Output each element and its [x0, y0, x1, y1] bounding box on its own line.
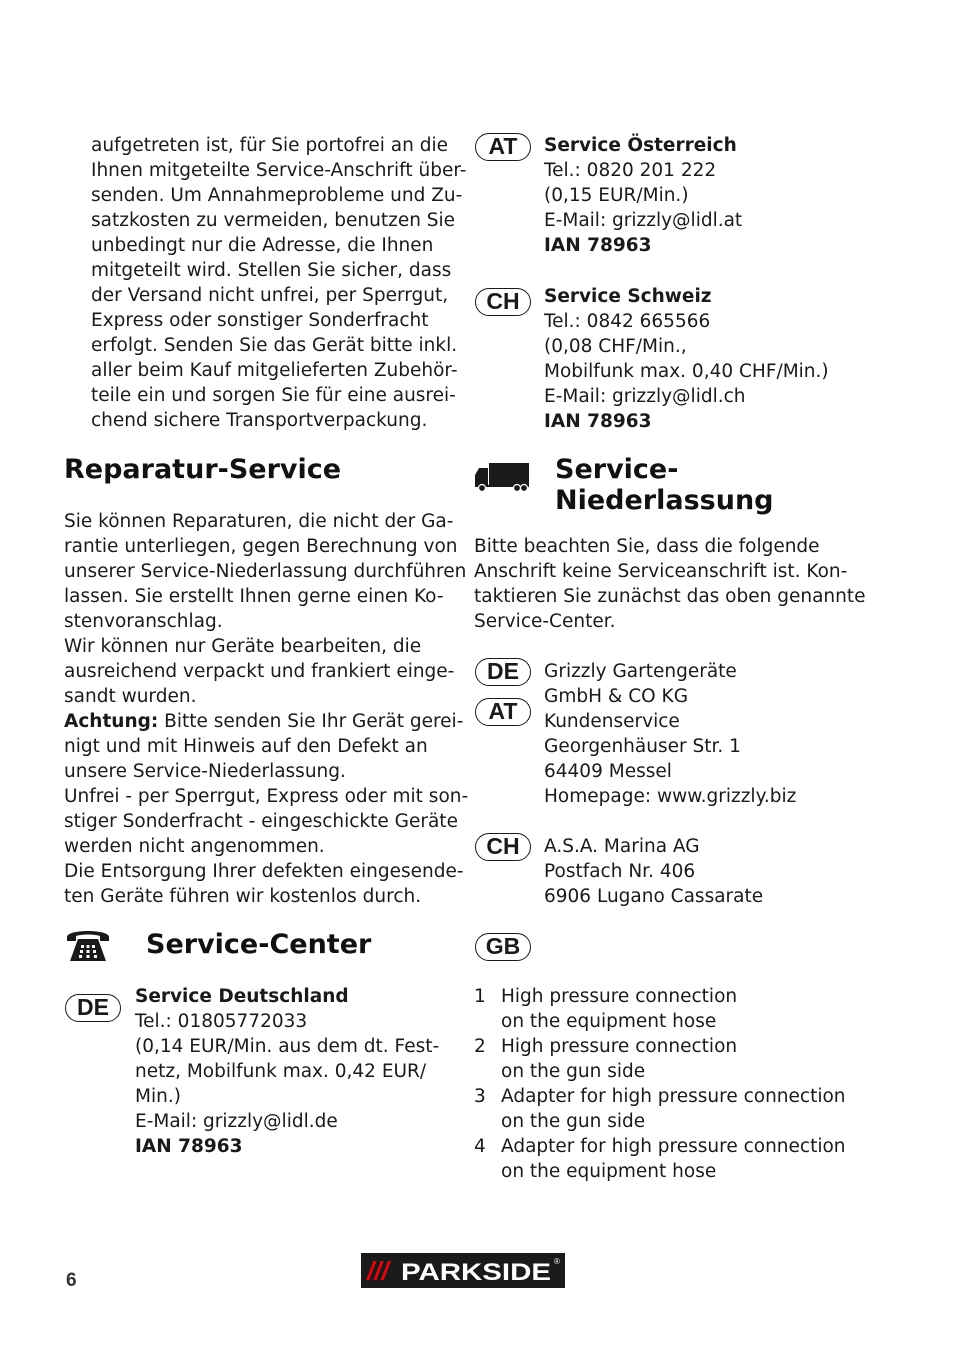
text-line: Postfach Nr. 406: [544, 861, 696, 882]
item-number: 4: [474, 1136, 486, 1157]
item-number: 2: [474, 1036, 486, 1057]
text-line: der Versand nicht unfrei, per Sperrgut,: [91, 285, 449, 306]
branch-intro: [474, 534, 866, 634]
country-badge-at: AT: [475, 133, 531, 161]
text-line: erfolgt. Senden Sie das Gerät bitte inkl.: [91, 335, 458, 356]
text-line: taktieren Sie zunächst das oben genannte: [474, 586, 866, 607]
service-center-heading: Service-Center: [146, 929, 372, 960]
text-line: Homepage: www.grizzly.biz: [544, 786, 797, 807]
logo-brand-text: PARKSIDE: [401, 1259, 551, 1286]
item-number: 1: [474, 986, 486, 1007]
attention-text: Bitte senden Sie Ihr Gerät gerei-: [158, 711, 464, 732]
service-austria-title: Service Österreich: [544, 135, 737, 156]
text-line: Tel.: 01805772033: [135, 1011, 308, 1032]
item-text: on the equipment hose: [501, 1011, 717, 1032]
parts-list: [0, 984, 954, 1184]
logo-slashes: ///: [367, 1256, 389, 1286]
text-line: Georgenhäuser Str. 1: [544, 736, 741, 757]
text-line: Mobilfunk max. 0,40 CHF/Min.): [544, 361, 829, 382]
text-line: rantie unterliegen, gegen Berechnung von: [64, 536, 458, 557]
item-text: Adapter for high pressure connection: [501, 1136, 846, 1157]
country-badge-gb: GB: [475, 933, 531, 961]
text-line: Bitte beachten Sie, dass die folgende: [474, 536, 820, 557]
text-line: unbedingt nur die Adresse, die Ihnen: [91, 235, 434, 256]
repair-service-heading: Reparatur-Service: [64, 454, 342, 485]
text-line: (0,08 CHF/Min.,: [544, 336, 687, 357]
text-line: werden nicht angenommen.: [64, 836, 325, 857]
service-branch-heading: [555, 454, 774, 516]
country-badge-ch: CH: [475, 288, 531, 316]
text-line: netz, Mobilfunk max. 0,42 EUR/: [135, 1061, 427, 1082]
text-line: Die Entsorgung Ihrer defekten eingesende-: [64, 861, 464, 882]
text-line: Min.): [135, 1086, 181, 1107]
text-line: ausreichend verpackt und frankiert einge-: [64, 661, 455, 682]
branch-address-ch: [544, 834, 763, 909]
text-line: Anschrift keine Serviceanschrift ist. Kon-: [474, 561, 848, 582]
repair-paragraph: [64, 509, 468, 909]
service-germany-title: Service Deutschland: [135, 986, 349, 1007]
text-line: lassen. Sie erstellt Ihnen gerne einen Ko-: [64, 586, 444, 607]
item-text: High pressure connection: [501, 1036, 738, 1057]
text-line: 6906 Lugano Cassarate: [544, 886, 764, 907]
heading-line: Niederlassung: [555, 485, 774, 516]
logo-registered-mark: ®: [554, 1257, 560, 1266]
parkside-logo: [361, 1253, 565, 1288]
page-number: 6: [66, 1270, 77, 1291]
text-line: Express oder sonstiger Sonderfracht: [91, 310, 429, 331]
text-line: mitgeteilt wird. Stellen Sie sicher, dass: [91, 260, 452, 281]
text-line: (0,15 EUR/Min.): [544, 185, 689, 206]
text-line: Tel.: 0842 665566: [544, 311, 711, 332]
attention-label: Achtung:: [64, 711, 159, 732]
ian-number: IAN 78963: [135, 1136, 243, 1157]
text-line: Tel.: 0820 201 222: [544, 160, 717, 181]
heading-line: Service-: [555, 454, 679, 485]
text-line: senden. Um Annahmeprobleme und Zu-: [91, 185, 463, 206]
telephone-icon: [64, 925, 112, 963]
text-line: unserer Service-Niederlassung durchführen: [64, 561, 467, 582]
item-text: on the gun side: [501, 1111, 646, 1132]
text-line: 64409 Messel: [544, 761, 672, 782]
text-line: Kundenservice: [544, 711, 680, 732]
text-line: sandt wurden.: [64, 686, 197, 707]
item-text: on the equipment hose: [501, 1161, 717, 1182]
text-line: GmbH & CO KG: [544, 686, 689, 707]
text-line: aufgetreten ist, für Sie portofrei an die: [91, 135, 449, 156]
text-line: Ihnen mitgeteilte Service-Anschrift über-: [91, 160, 467, 181]
text-line: A.S.A. Marina AG: [544, 836, 700, 857]
text-line: Sie können Reparaturen, die nicht der Ga-: [64, 511, 454, 532]
country-badge-de: DE: [65, 994, 121, 1022]
text-line: E-Mail: grizzly@lidl.de: [135, 1111, 338, 1132]
item-text: High pressure connection: [501, 986, 738, 1007]
text-line: nigt und mit Hinweis auf den Defekt an: [64, 736, 428, 757]
text-line: unsere Service-Niederlassung.: [64, 761, 346, 782]
attention-line: [64, 709, 468, 734]
text-line: (0,14 EUR/Min. aus dem dt. Fest-: [135, 1036, 440, 1057]
ian-number: IAN 78963: [544, 411, 652, 432]
text-line: stiger Sonderfracht - eingeschickte Geräte: [64, 811, 458, 832]
intro-paragraph: [91, 133, 466, 433]
text-line: E-Mail: grizzly@lidl.ch: [544, 386, 746, 407]
text-line: E-Mail: grizzly@lidl.at: [544, 210, 743, 231]
country-badge-ch: CH: [475, 833, 531, 861]
text-line: Wir können nur Geräte bearbeiten, die: [64, 636, 422, 657]
country-badge-de: DE: [475, 658, 531, 686]
item-text: on the gun side: [501, 1061, 646, 1082]
text-line: aller beim Kauf mitgelieferten Zubehör-: [91, 360, 458, 381]
item-number: 3: [474, 1086, 486, 1107]
item-text: Adapter for high pressure connection: [501, 1086, 846, 1107]
text-line: Grizzly Gartengeräte: [544, 661, 737, 682]
service-switzerland: [544, 284, 829, 434]
text-line: teile ein und sorgen Sie für eine ausrei-: [91, 385, 456, 406]
ian-number: IAN 78963: [544, 235, 652, 256]
service-switzerland-title: Service Schweiz: [544, 286, 712, 307]
service-austria: [544, 133, 742, 258]
text-line: chend sichere Transportverpackung.: [91, 410, 428, 431]
branch-address-de-at: [544, 659, 796, 809]
text-line: ten Geräte führen wir kostenlos durch.: [64, 886, 422, 907]
text-line: satzkosten zu vermeiden, benutzen Sie: [91, 210, 456, 231]
country-badge-at: AT: [475, 698, 531, 726]
text-line: Service-Center.: [474, 611, 616, 632]
text-line: stenvoranschlag.: [64, 611, 223, 632]
text-line: Unfrei - per Sperrgut, Express oder mit son-: [64, 786, 469, 807]
truck-icon: [473, 461, 531, 493]
